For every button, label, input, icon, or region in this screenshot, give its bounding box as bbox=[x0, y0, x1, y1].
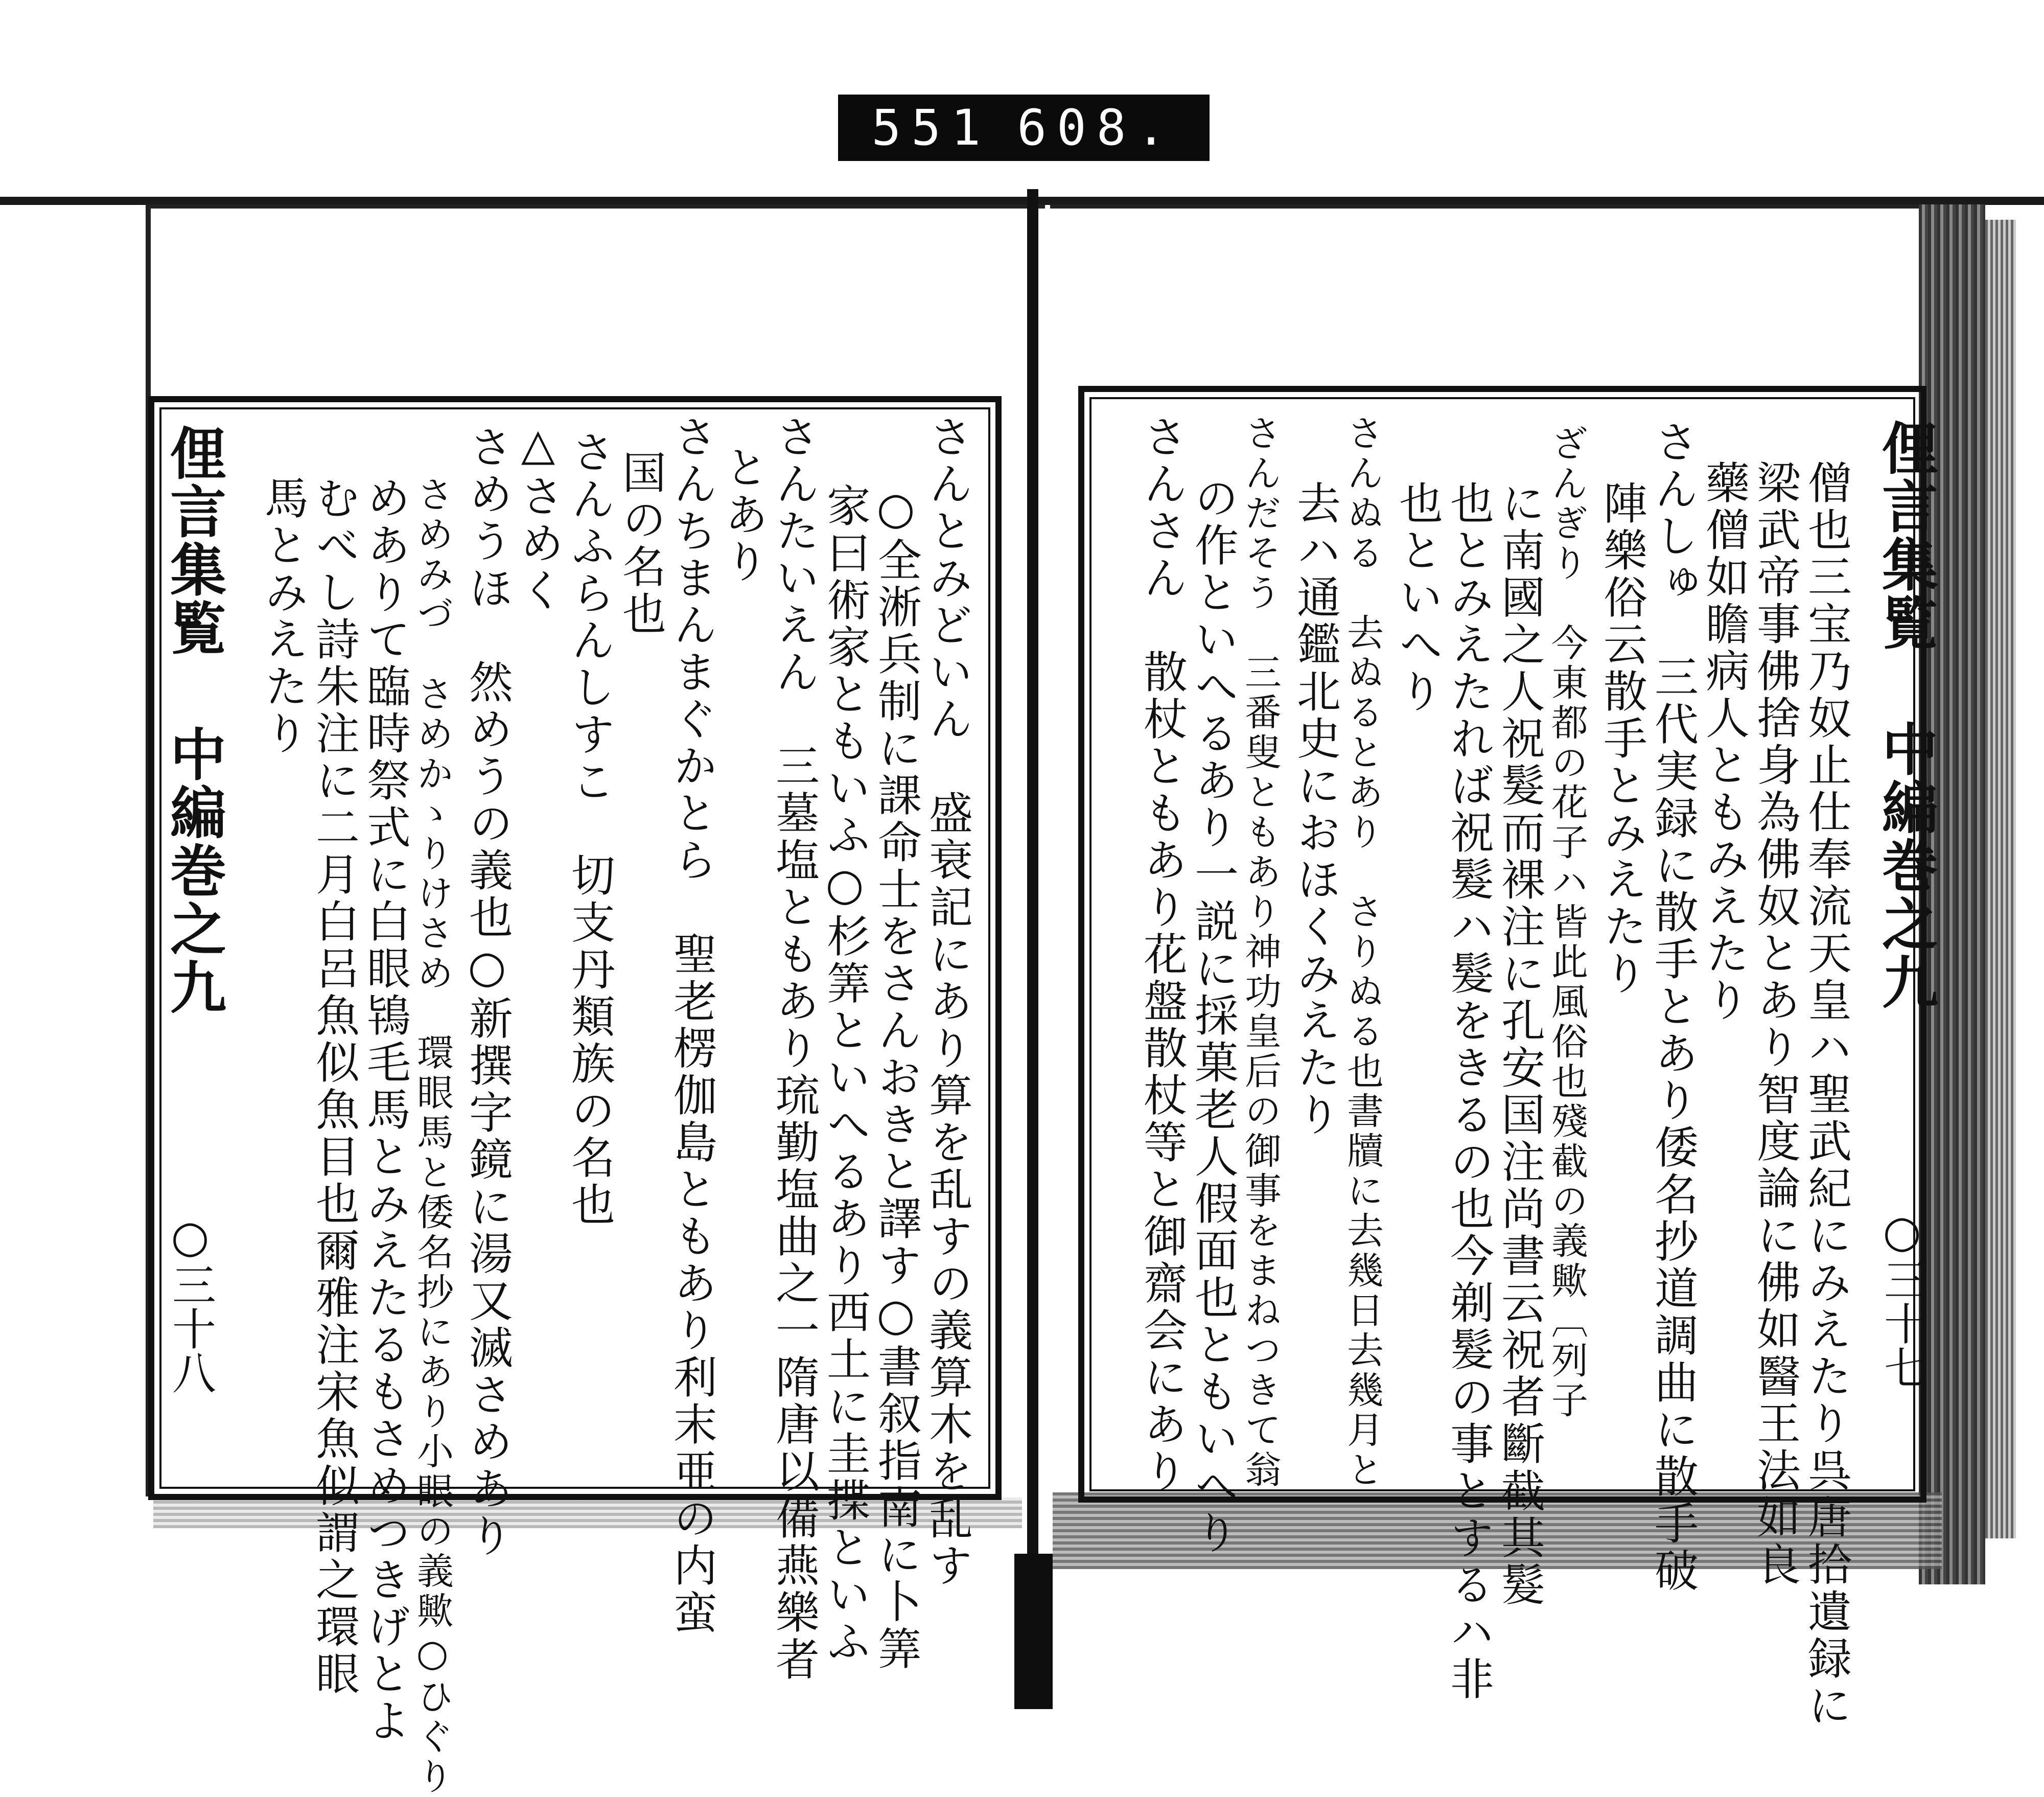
right-col-2: 梁武帝事佛捨身為佛奴とあり智度論に佛如醫王法如良 bbox=[1749, 460, 1800, 1588]
right-margin-title: 俚言集覧 中編巻之九 bbox=[1873, 419, 1939, 1011]
call-number-left: 551 bbox=[871, 99, 991, 156]
right-col-5: 陣樂俗云散手とみえたり bbox=[1596, 480, 1647, 998]
left-col-8: さんふらんしすこ 切支丹類族の名也 bbox=[564, 429, 615, 1229]
right-col-10: さんぬる 去ぬるとあり さりぬる也書牘に去幾日去幾月と bbox=[1341, 414, 1384, 1490]
book-fore-edge-outer bbox=[1985, 220, 2016, 1538]
left-col-2: ○全淅兵制に課命士をさんおきと譯す○書叙指南に卜筭 bbox=[870, 483, 921, 1673]
right-col-9: 也といへり bbox=[1391, 480, 1443, 716]
right-col-13: の作といへるあり一説に採菓老人假面也ともいへり bbox=[1187, 475, 1238, 1557]
right-col-1: 僧也三宝乃奴止仕奉流天皇ハ聖武紀にみえたり呉唐拾遺録に bbox=[1800, 460, 1851, 1730]
left-col-6: さんちまんまぐかとら 聖老楞伽島ともあり利末亜の内蛮 bbox=[666, 414, 717, 1637]
right-col-14: さんさん 散杖ともあり花盤散杖等と御齋会にあり bbox=[1136, 414, 1187, 1495]
page-top-edge bbox=[0, 197, 2044, 205]
right-col-12: さんだそう 三番叟ともあり神功皇后の御事をまねつきて翁 bbox=[1239, 414, 1282, 1490]
right-folio: ○三十七 bbox=[1876, 1206, 1927, 1389]
right-col-7: に南國之人祝髮而裸注に孔安国注尚書云祝者斷截其髮 bbox=[1494, 480, 1545, 1609]
left-col-3: 家曰術家ともいふ○杉筭といへるあり西土に圭揲といふ bbox=[819, 483, 870, 1666]
call-number-right: 608. bbox=[1017, 99, 1176, 156]
right-col-6: ざんぎり 今東都の花子ハ皆此風俗也殘截の義歟〔列子 bbox=[1545, 424, 1588, 1421]
gutter-weight bbox=[1014, 1554, 1053, 1709]
right-col-4: さんしゅ 三代実録に散手とあり倭名抄道調曲に散手破 bbox=[1647, 419, 1698, 1595]
left-col-7: 国の名也 bbox=[615, 450, 666, 638]
left-col-1: さんとみどいん 盛衰記にあり算を乱すの義算木を乱す bbox=[921, 414, 972, 1589]
left-col-11: さめみづ さめかゝりけさめ 環眼馬と倭名抄にあり小眼の義歟○ひぐり bbox=[411, 475, 454, 1797]
left-margin-title: 俚言集覧 中編巻之九 bbox=[161, 424, 227, 1017]
left-col-4: さんたいえん 三墓塩ともあり琉勤塩曲之一隋唐以備燕樂者 bbox=[768, 414, 819, 1684]
right-col-8: 也とみえたれば祝髮ハ髮をきるの也今剃髮の事とするハ非 bbox=[1443, 480, 1494, 1703]
left-col-10: さめうほ 然めうの義也○新撰字鏡に湯又滅さめあり bbox=[461, 424, 513, 1560]
left-col-5: とあり bbox=[717, 445, 768, 586]
left-col-9: △さめく bbox=[513, 419, 564, 614]
call-number-label bbox=[838, 95, 1210, 161]
right-col-3: 藥僧如瞻病人ともみえたり bbox=[1698, 460, 1749, 1024]
left-folio: ○三十八 bbox=[165, 1211, 216, 1394]
left-col-12: めありて臨時祭式に白眼鴇毛馬とみえたるもさめつきげとよ bbox=[359, 475, 410, 1745]
left-col-13: むべし詩朱注に二月白呂魚似魚目也爾雅注宋魚似謂之環眼 bbox=[308, 475, 359, 1698]
right-col-11: 去ハ通鑑北史におほくみえたり bbox=[1289, 480, 1340, 1139]
book-gutter bbox=[1027, 189, 1038, 1569]
left-col-14: 馬とみえたり bbox=[257, 475, 308, 757]
